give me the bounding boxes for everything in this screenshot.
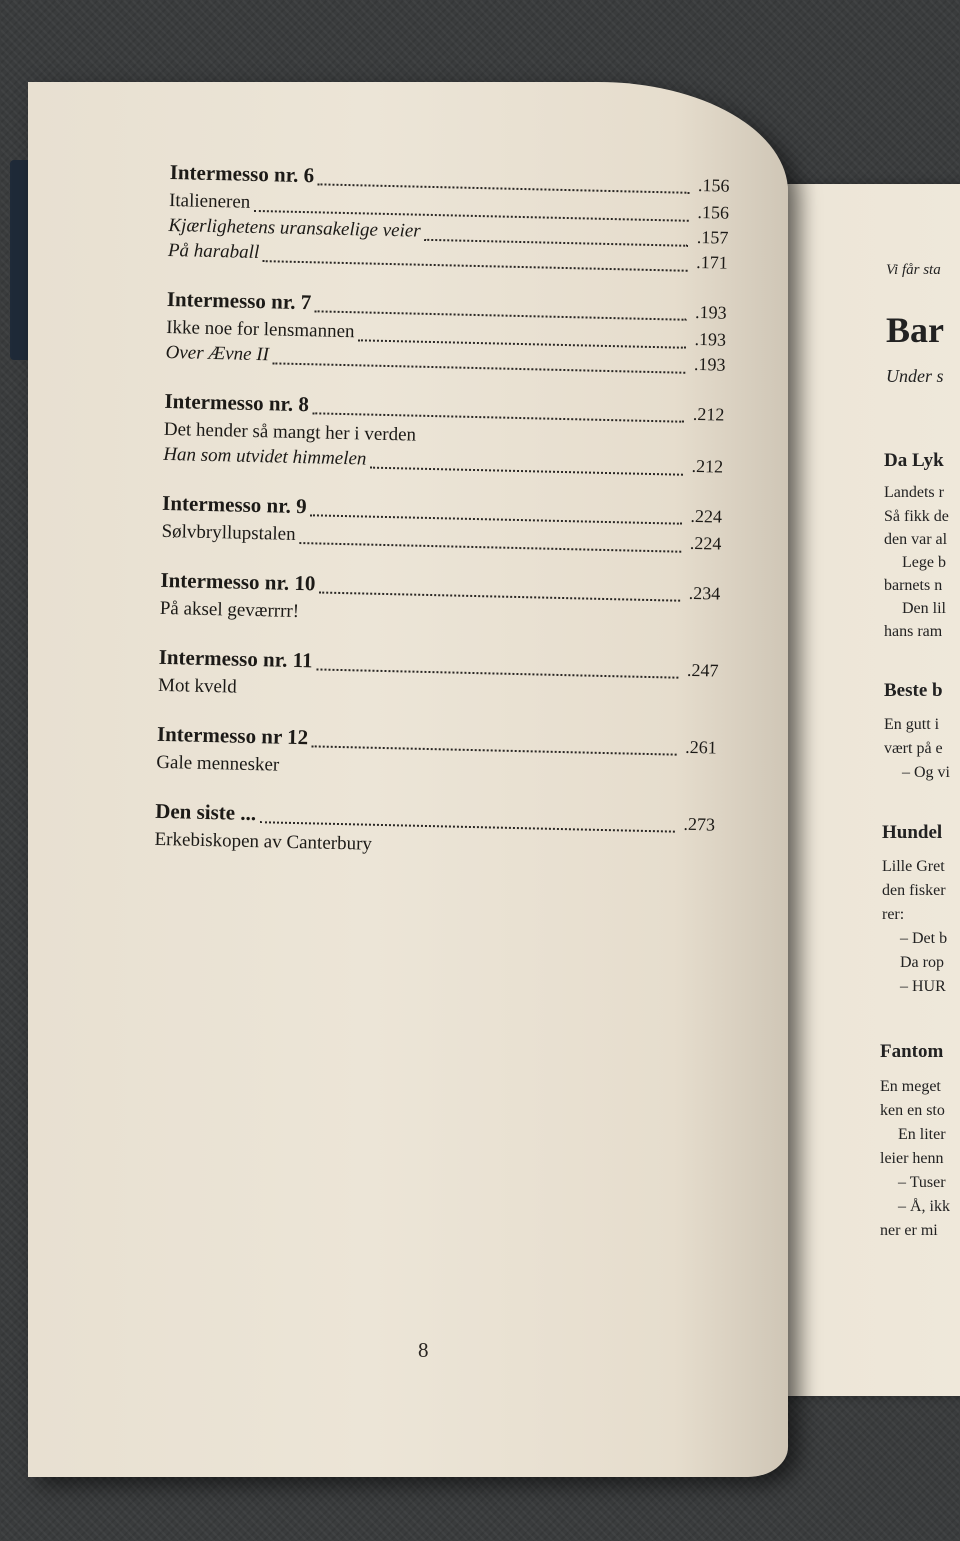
right-page-line: Lege b — [902, 554, 946, 571]
toc-heading: Intermesso nr. 11 — [158, 644, 313, 673]
right-page-line: – HUR — [900, 978, 946, 995]
right-page-subtitle: Under s — [886, 366, 944, 386]
leader-dots — [263, 260, 688, 272]
toc-page: .193 — [694, 301, 727, 323]
toc-section — [154, 799, 715, 867]
toc-page: .193 — [693, 353, 726, 375]
toc-section — [168, 160, 730, 278]
toc-section — [161, 491, 722, 559]
page-number: 8 — [418, 1338, 429, 1362]
leader-dots — [319, 591, 680, 601]
toc-item: Kjærlighetens uransakelige veier — [168, 214, 421, 242]
right-page-line: Da rop — [900, 954, 944, 971]
leader-dots — [312, 745, 677, 755]
right-page-heading: Beste b — [884, 680, 943, 701]
right-page-heading: Hundel — [882, 822, 943, 843]
toc-item: Italieneren — [168, 189, 251, 213]
toc-heading: Den siste ... — [154, 798, 257, 826]
toc-item: Han som utvidet himmelen — [163, 443, 367, 470]
right-page-title: Bar — [886, 310, 944, 350]
right-page-line: – Å, ikk — [898, 1198, 950, 1215]
toc-section — [159, 568, 720, 636]
toc-page: .157 — [696, 226, 729, 248]
toc-section — [158, 645, 719, 713]
leader-dots — [424, 238, 688, 246]
toc-item: På aksel geværrrr! — [159, 597, 300, 623]
toc-section — [163, 389, 725, 482]
leader-dots — [315, 310, 686, 320]
leader-dots — [310, 514, 681, 524]
right-page-line: Så fikk de — [884, 508, 949, 525]
toc-section — [165, 287, 727, 380]
leader-dots — [370, 466, 683, 475]
toc-heading: Intermesso nr. 10 — [160, 567, 316, 596]
toc-item: Det hender så mangt her i verden — [163, 418, 417, 446]
leader-dots — [316, 668, 678, 678]
toc-page: .212 — [691, 455, 724, 477]
toc-page: .212 — [692, 403, 725, 425]
right-page-line: Den lil — [902, 600, 946, 617]
right-page-line: den var al — [884, 531, 948, 548]
toc-item: Mot kveld — [157, 674, 237, 698]
toc-page: .273 — [683, 813, 716, 835]
toc-page: .234 — [688, 582, 721, 604]
toc-heading: Intermesso nr. 6 — [169, 160, 315, 188]
right-page-heading: Fantom — [880, 1041, 944, 1062]
toc-item: Ikke noe for lensmannen — [165, 316, 355, 343]
toc-item: Sølvbryllupstalen — [161, 520, 296, 545]
right-page-line: vært på e — [884, 740, 943, 757]
toc-page: .156 — [697, 201, 730, 223]
leader-dots — [299, 542, 681, 553]
leader-dots — [273, 362, 686, 373]
right-page-line: En meget — [880, 1078, 941, 1095]
right-page-line: – Det b — [900, 930, 948, 947]
toc-heading: Intermesso nr. 9 — [161, 490, 307, 519]
leader-dots — [318, 183, 689, 193]
toc-heading: Intermesso nr. 8 — [164, 388, 310, 417]
right-page-line: leier henn — [880, 1150, 944, 1167]
table-of-contents — [154, 160, 730, 889]
right-page-kicker: Vi får sta — [886, 262, 941, 278]
toc-page: .156 — [697, 174, 730, 196]
leader-dots — [313, 412, 684, 422]
toc-heading: Intermesso nr. 7 — [166, 286, 312, 315]
right-page — [776, 184, 960, 1396]
right-page-line: ken en sto — [880, 1102, 945, 1119]
toc-page: .193 — [694, 328, 727, 350]
toc-item: Gale mennesker — [156, 751, 280, 776]
leader-dots — [260, 821, 675, 832]
right-page-line: En liter — [898, 1126, 946, 1143]
toc-item: Erkebiskopen av Canterbury — [154, 828, 373, 855]
right-page-heading: Da Lyk — [884, 450, 944, 471]
right-page-line: Lille Gret — [882, 858, 945, 875]
right-page-line: – Tuser — [898, 1174, 946, 1191]
right-page-line: ner er mi — [880, 1222, 938, 1239]
right-page-line: rer: — [882, 906, 905, 923]
toc-section — [156, 722, 717, 790]
toc-page: .171 — [696, 251, 729, 273]
right-page-line: Landets r — [884, 484, 944, 501]
toc-item: På haraball — [167, 239, 260, 264]
right-page-line: den fisker — [882, 882, 946, 899]
right-page-line: En gutt i — [884, 716, 940, 733]
right-page-line: barnets n — [884, 577, 943, 594]
right-page-line: hans ram — [884, 623, 943, 640]
toc-item: Over Ævne II — [165, 341, 270, 366]
toc-page: .224 — [690, 505, 723, 527]
right-page-line: – Og vi — [902, 764, 950, 781]
toc-page: .224 — [689, 532, 722, 554]
toc-heading: Intermesso nr 12 — [156, 721, 309, 750]
toc-page: .247 — [686, 659, 719, 681]
toc-page: .261 — [685, 736, 718, 758]
